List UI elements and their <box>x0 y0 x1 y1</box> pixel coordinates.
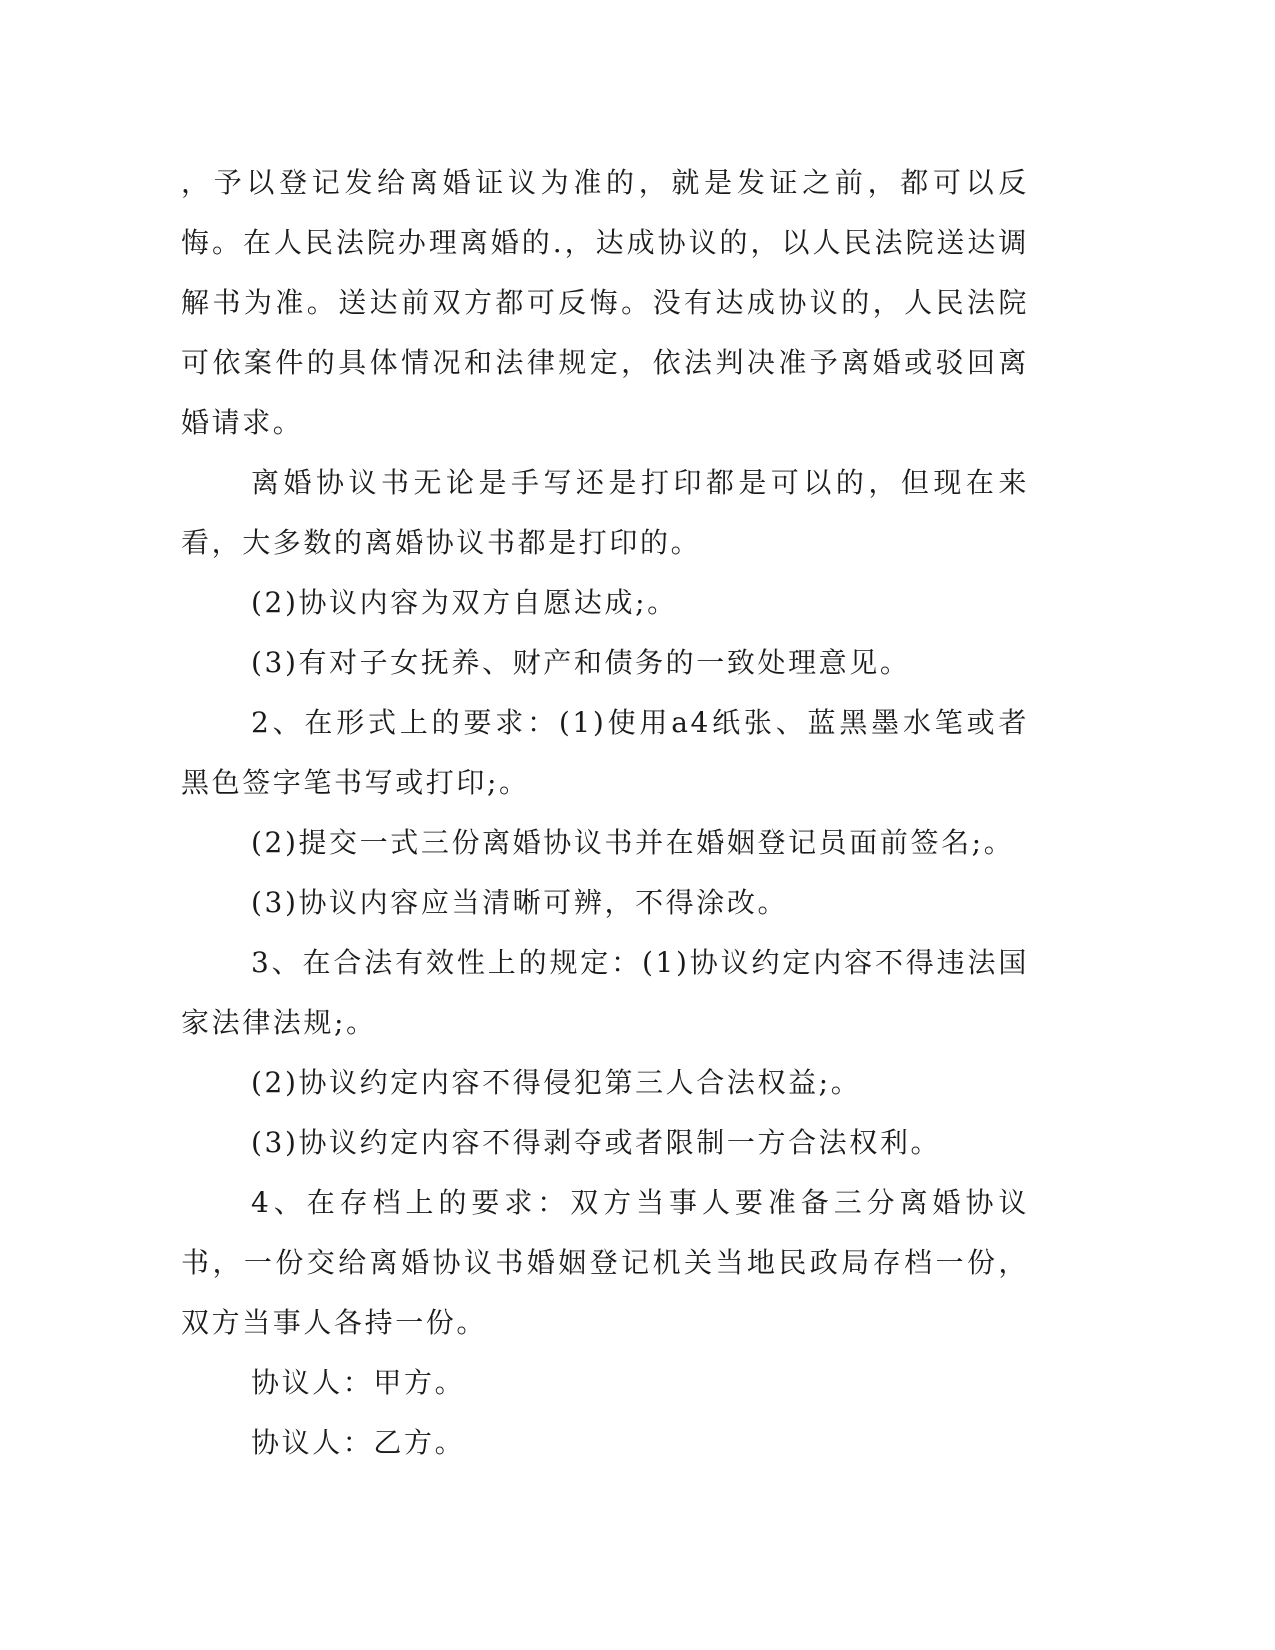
paragraph-registration: ，予以登记发给离婚证议为准的，就是发证之前，都可以反悔。在人民法院办理离婚的.，达成协议的，以人民法院送达调解书为准。送达前双方都可反悔。没有达成协议的，人民法院可依案件的具体情况和法律规定，依法判决准予离婚或驳回离婚请求。 <box>181 166 1029 439</box>
document-body <box>181 153 1029 1473</box>
signatory-party-a: 协议人：甲方。 <box>251 1366 466 1399</box>
paragraph-third-party: (2)协议约定内容不得侵犯第三人合法权益;。 <box>251 1066 862 1099</box>
paragraph-voluntary: (2)协议内容为双方自愿达成;。 <box>251 586 678 619</box>
paragraph-three-copies: (2)提交一式三份离婚协议书并在婚姻登记员面前签名;。 <box>251 826 1015 859</box>
paragraph-form-requirements: 2、在形式上的要求：(1)使用a4纸张、蓝黑墨水笔或者黑色签字笔书写或打印;。 <box>181 706 1029 799</box>
paragraph-child-property: (3)有对子女抚养、财产和债务的一致处理意见。 <box>251 646 911 679</box>
paragraph-archiving: 4、在存档上的要求：双方当事人要准备三分离婚协议书，一份交给离婚协议书婚姻登记机关当地民政局存档一份，双方当事人各持一份。 <box>181 1186 1029 1339</box>
paragraph-rights: (3)协议约定内容不得剥夺或者限制一方合法权利。 <box>251 1126 942 1159</box>
signatory-party-b: 协议人：乙方。 <box>251 1426 466 1459</box>
paragraph-legality: 3、在合法有效性上的规定：(1)协议约定内容不得违法国家法律法规;。 <box>181 946 1029 1039</box>
paragraph-legible: (3)协议内容应当清晰可辨，不得涂改。 <box>251 886 789 919</box>
paragraph-handwritten-or-printed: 离婚协议书无论是手写还是打印都是可以的，但现在来看，大多数的离婚协议书都是打印的。 <box>181 466 1029 559</box>
